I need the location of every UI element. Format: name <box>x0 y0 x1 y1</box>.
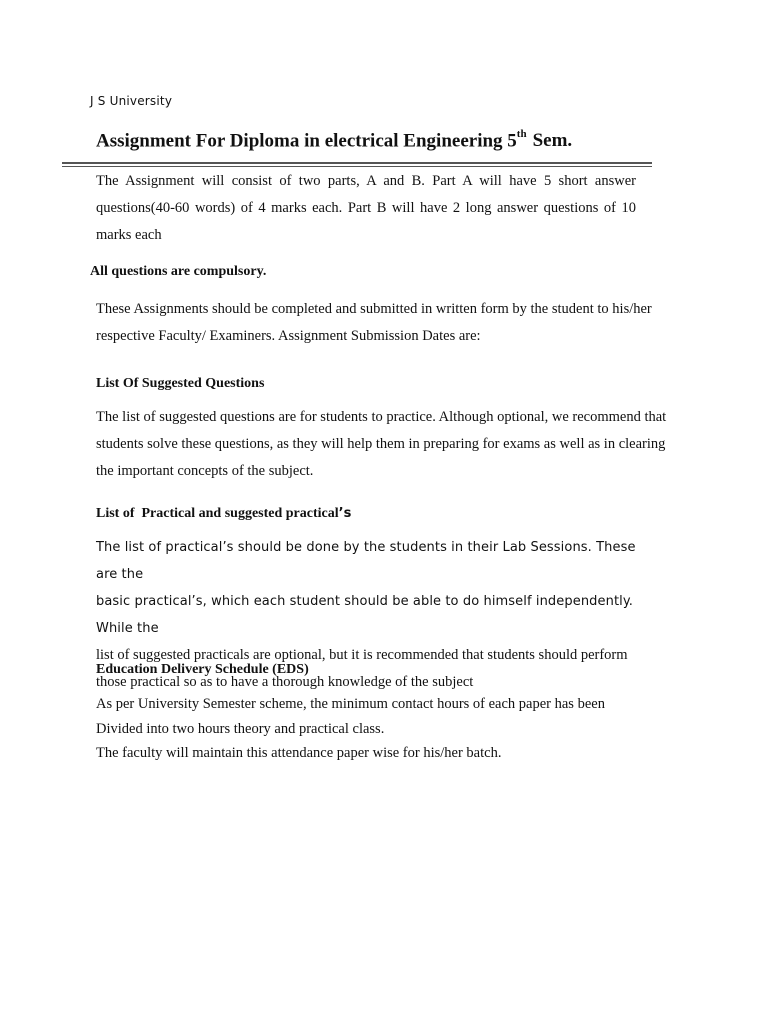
eds-line: The faculty will maintain this attendance paper wise for his/her batch. <box>96 745 502 761</box>
practicals-line: The list of practical’s should be done by the students in their Lab Sessions. These are the <box>96 540 636 582</box>
practicals-heading-main: Practical and suggested practical <box>141 506 339 521</box>
title-suffix: Sem. <box>532 130 573 152</box>
title-main: Assignment For Diploma in electrical Engineering 5 <box>96 130 517 152</box>
intro-paragraph: The Assignment will consist of two parts, A and B. Part A will have 5 short answer questions(40-60 words) of 4 marks each. Part B will have 2 long answer questions of 10 marks each <box>96 173 636 243</box>
compulsory-note: All questions are compulsory. <box>90 264 267 279</box>
title-divider-top <box>62 162 652 164</box>
practicals-line: basic practical’s, which each student should be able to do himself independently. While the <box>96 594 634 636</box>
eds-line: As per University Semester scheme, the minimum contact hours of each paper has been <box>96 696 605 712</box>
eds-heading: Education Delivery Schedule (EDS) <box>96 662 309 677</box>
practicals-line: those practical so as to have a thorough knowledge of the subject <box>96 674 474 690</box>
title-superscript: th <box>516 128 527 140</box>
eds-line: Divided into two hours theory and practical class. <box>96 720 385 737</box>
suggested-questions-heading: List Of Suggested Questions <box>96 376 265 391</box>
page-title <box>96 130 572 152</box>
practicals-heading-prefix: List of <box>96 506 142 521</box>
practicals-heading <box>96 500 686 527</box>
submission-paragraph: These Assignments should be completed and submitted in written form by the student to his/her respective Faculty/ Examiners. Assignment Submission Dates are: <box>96 301 652 344</box>
practicals-line: list of suggested practicals are optional, but it is recommended that students should perform <box>96 647 628 663</box>
title-divider-bottom <box>62 166 652 167</box>
university-name: J S University <box>90 94 173 108</box>
practicals-heading-suffix: ’s <box>338 506 352 521</box>
eds-paragraph <box>96 692 676 766</box>
suggested-questions-paragraph: The list of suggested questions are for students to practice. Although optional, we recommend that students solve these questions, as they will help them in preparing for exams as well as in clearing the important concepts of the subject. <box>96 409 667 479</box>
